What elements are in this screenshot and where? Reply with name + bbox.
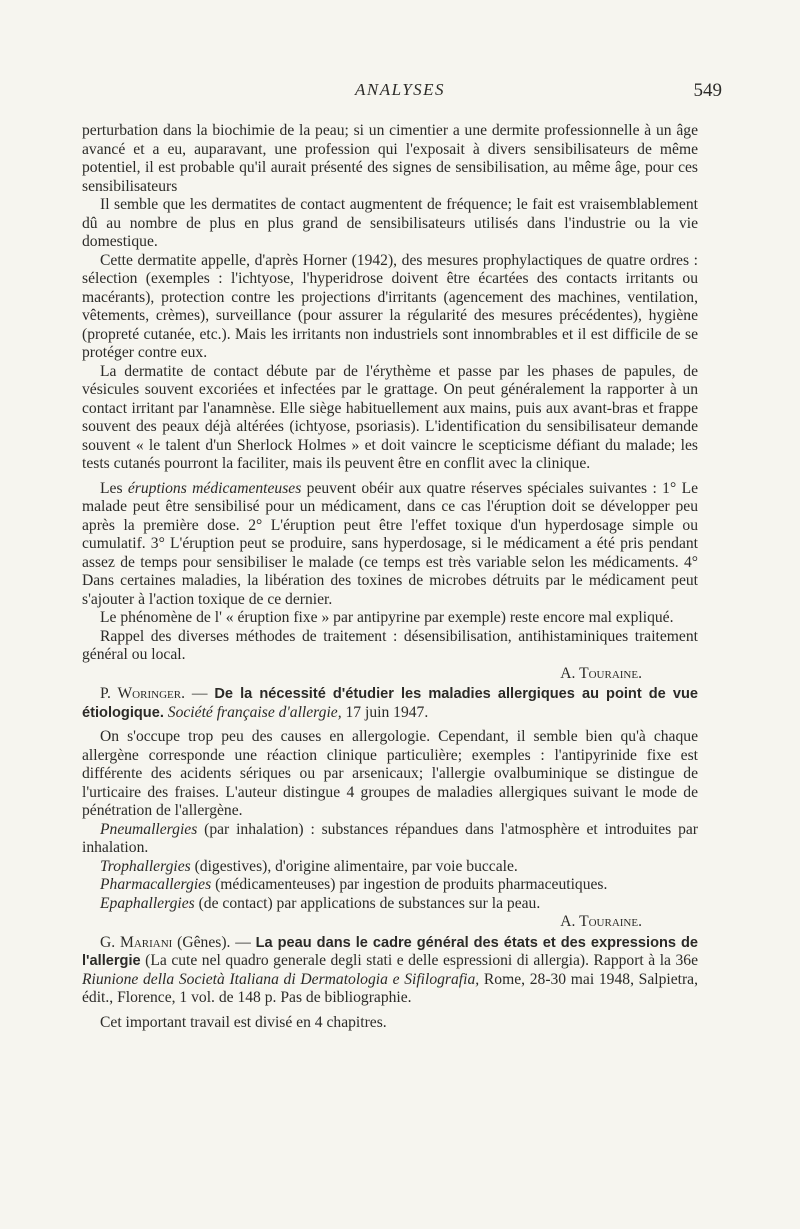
list-item-trophallergies: Trophallergies (digestives), d'origine alimentaire, par voie buccale. [100,857,518,875]
entry-author: P. Woringer. [100,685,185,702]
list-item-pneumallergies: Pneumallergies (par inhalation) : substances répandues dans l'atmosphère et introduites par inhalation. [82,820,698,856]
entry-date: 17 juin 1947. [341,703,429,721]
paragraph-allergology: On s'occupe trop peu des causes en allergologie. Cependant, il semble bien qu'à chaque allergène corresponde une réaction clinique particulière; exemples : l'antipyrinide fixe est différente des acidents sériques ou par arsenicaux; l'allergie ovalbuminique se distingue de l'urticaire des fraises. L'auteur distingue 4 groupes de maladies allergiques suivant le mode de pénétration de l'allergène. [82,728,698,819]
list-item-pharmacallergies: Pharmacallergies (médicamenteuses) par ingestion de produits pharmaceutiques. [100,876,608,893]
entry-title: De la nécessité d'étudier les maladies allergiques au point de vue étiologique. [82,686,698,721]
list-item-epaphallergies: Epaphallergies (de contact) par applications de substances sur la peau. [100,894,541,912]
entry-title: La peau dans le cadre général des états et des expressions de l'allergie [82,934,699,969]
review-entry-mariani: G. Mariani (Gênes). — La peau dans le cadre général des états et des expressions de l'allergie (La cute nel quadro generale degli stati e delle espressioni di allergia). Rapport à la 36e Riunione della Società Italiana di Dermatologia e Sifilografia, Rome, 28-30 mai 1948, Salpietra, édit., Florence, 1 vol. de 148 p. Pas de bibliographie. [82,933,699,1006]
paragraph-clinical: La dermatite de contact débute par de l'érythème et passe par les phases de papules, de vésicules souvent excoriées et infectées par le grattage. On peut généralement la rapporter à un contact irritant par l'anamnèse. Elle siège habituellement aux mains, puis aux avant-bras et frappe souvent des peaux déjà altérées (ichtyose, psoriasis). L'identification du sensibilisateur demande souvent « le talent d'un Sherlock Holmes » et doit vaincre le scepticisme défiant du malade; les tests cutanés pourront la faciliter, mais ils peuvent être en conflit avec la clinique. [82,362,698,472]
paragraph-chapters: Cet important travail est divisé en 4 chapitres. [100,1013,387,1031]
paragraph-frequency: Il semble que les dermatites de contact augmentent de fréquence; le fait est vraisemblablement dû au nombre de plus en plus grand de sensibilisateurs utilisés dans l'industrie ou la vie domestique. [82,196,698,250]
paragraph-prophylaxis: Cette dermatite appelle, d'après Horner (1942), des mesures prophylactiques de quatre ordres : sélection (exemples : l'ichtyose, l'hyperidrose doivent être écartées des contacts irritants ou macérants), protection contre les projections d'irritants (agencement des machines, ventilation, vêtements, crèmes), surveillance (pour assurer la régularité des mesures précédentes), hygiène (propreté cutanée, etc.). Mais les irritants non industriels sont innombrables et il est difficile de se protéger contre eux. [82,251,698,361]
paragraph-treatment: Rappel des diverses méthodes de traitement : désensibilisation, antihistaminiques traitement général ou local. [82,627,698,663]
paragraph-drug-eruptions: Les éruptions médicamenteuses peuvent obéir aux quatre réserves spéciales suivantes : 1° Le malade peut être sensibilisé pour un médicament, dans ce cas l'éruption doit se développer peu après la première dose. 2° L'éruption peut être l'effet toxique d'un hyperdosage simple ou cumulatif. 3° L'éruption peut se produire, sans hyperdosage, si le médicament a été pris pendant assez de temps pour sensibiliser le malade (ce temps est très variable selon les médicaments. 4° Dans certaines maladies, la libération des toxines de microbes détruits par le médicament peut s'ajouter à l'action toxique de ce dernier. [82,479,699,608]
entry-congress: Riunione della Società Italiana di Dermatologia e Sifilografia, [82,970,480,988]
page-number: 549 [693,80,722,101]
paragraph-continuation: perturbation dans la biochimie de la peau; si un cimentier a une dermite professionnelle à un âge avancé et a eu, auparavant, une profession qui l'exposait à divers sensibilisateurs de même potentiel, il est probable qu'il aurait présenté des signes de sensibilisation, au même âge, pour ces sensibilisateurs [82,122,698,195]
page-content [82,122,698,1032]
entry-subtitle: (La cute nel quadro generale degli stati e delle espressioni di allergia). [140,952,589,969]
entry-author: G. Mariani [100,933,173,951]
page-header [78,78,722,104]
review-entry-woringer: P. Woringer. — De la nécessité d'étudier les maladies allergiques au point de vue étiologique. Société française d'allergie, 17 juin 1947. [82,685,698,721]
signature-touraine-1: A. Touraine. [560,664,642,682]
paragraph-fixed-eruption: Le phénomène de l' « éruption fixe » par antipyrine par exemple) reste encore mal expliqué. [100,609,674,626]
emphasis-drug-eruptions: éruptions médicamenteuses [127,479,302,497]
running-title: ANALYSES [354,80,446,99]
signature-touraine-2: A. Touraine. [560,913,642,930]
entry-source: Société française d'allergie, [167,703,342,721]
